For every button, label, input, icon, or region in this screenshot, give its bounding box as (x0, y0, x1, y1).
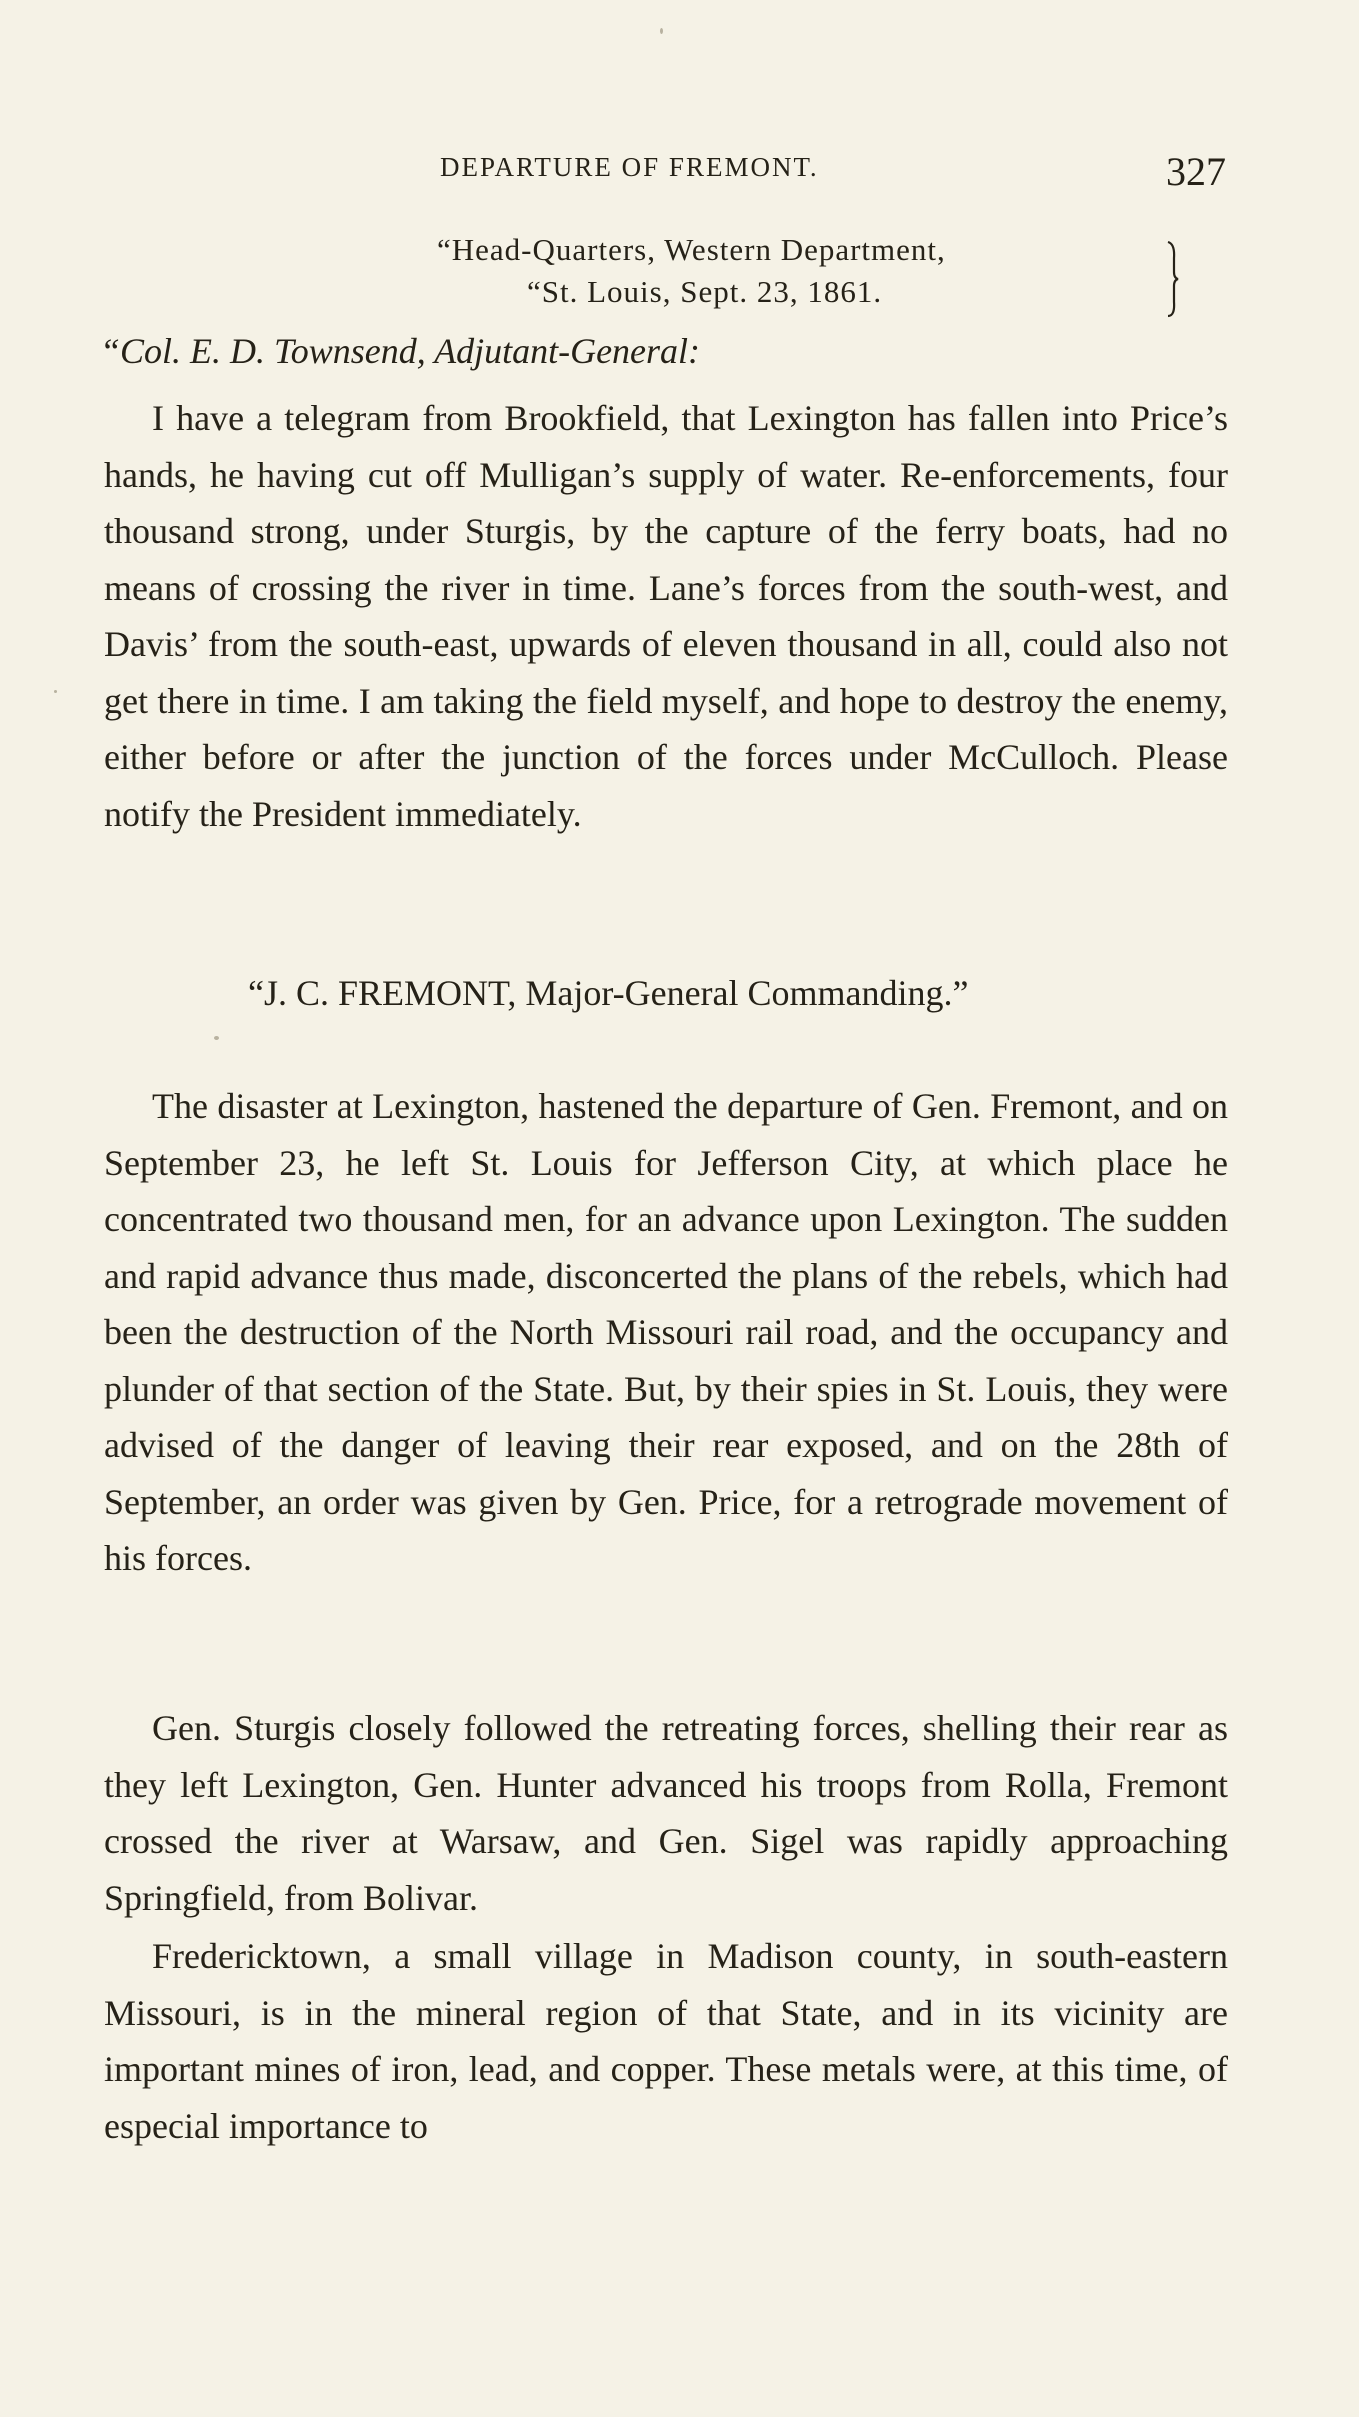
letter-body: I have a telegram from Brookfield, that Lexington has fallen into Price’s hands, he having cut off Mulligan’s supply of water. Re-enforcements, four thousand strong, under Sturgis, by the capture of the ferry boats, had no means of crossing the river in time. Lane’s forces from the south-west, and Davis’ from the south-east, upwards of eleven thousand in all, could also not get there in time. I am taking the field myself, and hope to destroy the enemy, either before or after the junction of the forces under McCulloch. Please notify the President immediately. (104, 398, 1228, 834)
letter-addressee: “Col. E. D. Townsend, Adjutant-General: (100, 331, 701, 371)
dateline-headquarters: “Head-Quarters, Western Department, (437, 232, 946, 267)
paper-speck (54, 690, 57, 693)
paper-speck (660, 28, 663, 34)
dateline-place-date: “St. Louis, Sept. 23, 1861. (527, 274, 883, 309)
paragraph-sturgis-pursuit: Gen. Sturgis closely followed the retreating forces, shelling their rear as they left Lexington, Gen. Hunter advanced his troops from Rolla, Fremont crossed the river at Warsaw, and Gen. Sigel was rapidly approaching Springfield, from Bolivar. (104, 1708, 1228, 1918)
paragraph-fremont-departure: The disaster at Lexington, hastened the departure of Gen. Fremont, and on September 23, he left St. Louis for Jefferson City, at which place he concentrated two thousand men, for an advance upon Lexington. The sudden and rapid advance thus made, disconcerted the plans of the rebels, which had been the destruction of the North Missouri rail road, and the occupancy and plunder of that section of the State. But, by their spies in St. Louis, they were advised of the danger of leaving their rear exposed, and on the 28th of September, an order was given by Gen. Price, for a retrograde movement of his forces. (104, 1086, 1228, 1578)
running-head: DEPARTURE OF FREMONT. (440, 152, 819, 182)
page-header (100, 148, 1226, 198)
paper-speck (214, 1036, 219, 1040)
page-number: 327 (1166, 149, 1226, 194)
letter-signature: “J. C. FREMONT, Major-General Commanding.” (248, 973, 969, 1013)
brace-icon (1166, 240, 1180, 318)
paragraph-fredericktown: Fredericktown, a small village in Madison county, in south-eastern Missouri, is in the mineral region of that State, and in its vicinity are important mines of iron, lead, and copper. These metals were, at this time, of especial importance to (104, 1936, 1228, 2146)
